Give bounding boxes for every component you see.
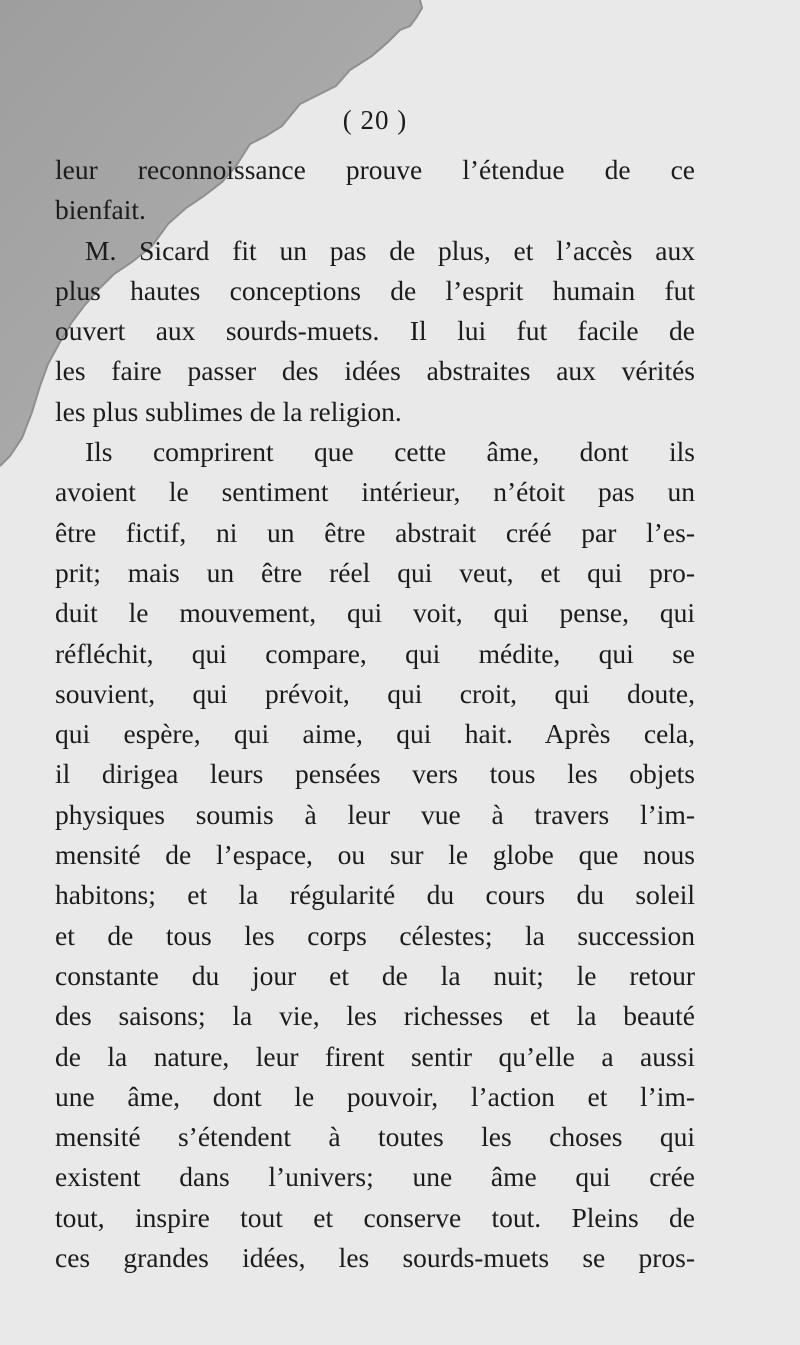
body-text (55, 150, 695, 1278)
text-line: leur reconnoissance prouve l’étendue de ce (55, 154, 695, 185)
text-line: tout, inspire tout et conserve tout. Pleins de (55, 1201, 695, 1233)
text-line: existent dans l’univers; une âme qui crée (55, 1161, 695, 1193)
text-line: il dirigea leurs pensées vers tous les objets (55, 758, 695, 790)
text-line: Ils comprirent que cette âme, dont ils (85, 436, 695, 468)
text-line: ces grandes idées, les sourds-muets se pros- (55, 1242, 695, 1274)
text-line: des saisons; la vie, les richesses et la beauté (55, 1000, 695, 1032)
text-line: réfléchit, qui compare, qui médite, qui se (55, 637, 695, 669)
text-line: habitons; et la régularité du cours du soleil (55, 879, 695, 911)
text-line: être fictif, ni un être abstrait créé par l’es- (55, 516, 695, 548)
text-line: duit le mouvement, qui voit, qui pense, qui (55, 597, 695, 629)
text-line: souvient, qui prévoit, qui croit, qui doute, (55, 677, 695, 709)
text-line: M. Sicard fit un pas de plus, et l’accès aux (85, 234, 695, 266)
text-line: et de tous les corps célestes; la succession (55, 919, 695, 951)
text-line: qui espère, qui aime, qui hait. Après cela, (55, 718, 695, 750)
text-line: une âme, dont le pouvoir, l’action et l’im- (55, 1080, 695, 1112)
text-line: les plus sublimes de la religion. (55, 395, 402, 427)
text-line: mensité de l’espace, ou sur le globe que nous (55, 839, 695, 871)
page-number: ( 20 ) (342, 105, 408, 135)
text-line: ouvert aux sourds-muets. Il lui fut facile de (55, 315, 695, 347)
text-line: mensité s’étendent à toutes les choses qui (55, 1121, 695, 1153)
text-line: prit; mais un être réel qui veut, et qui pro- (55, 556, 695, 588)
text-line: bienfait. (55, 194, 146, 226)
text-line: physiques soumis à leur vue à travers l’im- (55, 798, 695, 830)
text-line: constante du jour et de la nuit; le retour (55, 959, 695, 991)
text-line: les faire passer des idées abstraites aux vérités (55, 355, 695, 387)
text-line: avoient le sentiment intérieur, n’étoit pas un (55, 476, 695, 508)
text-line: plus hautes conceptions de l’esprit humain fut (55, 274, 695, 306)
text-line: de la nature, leur firent sentir qu’elle a aussi (55, 1040, 695, 1072)
